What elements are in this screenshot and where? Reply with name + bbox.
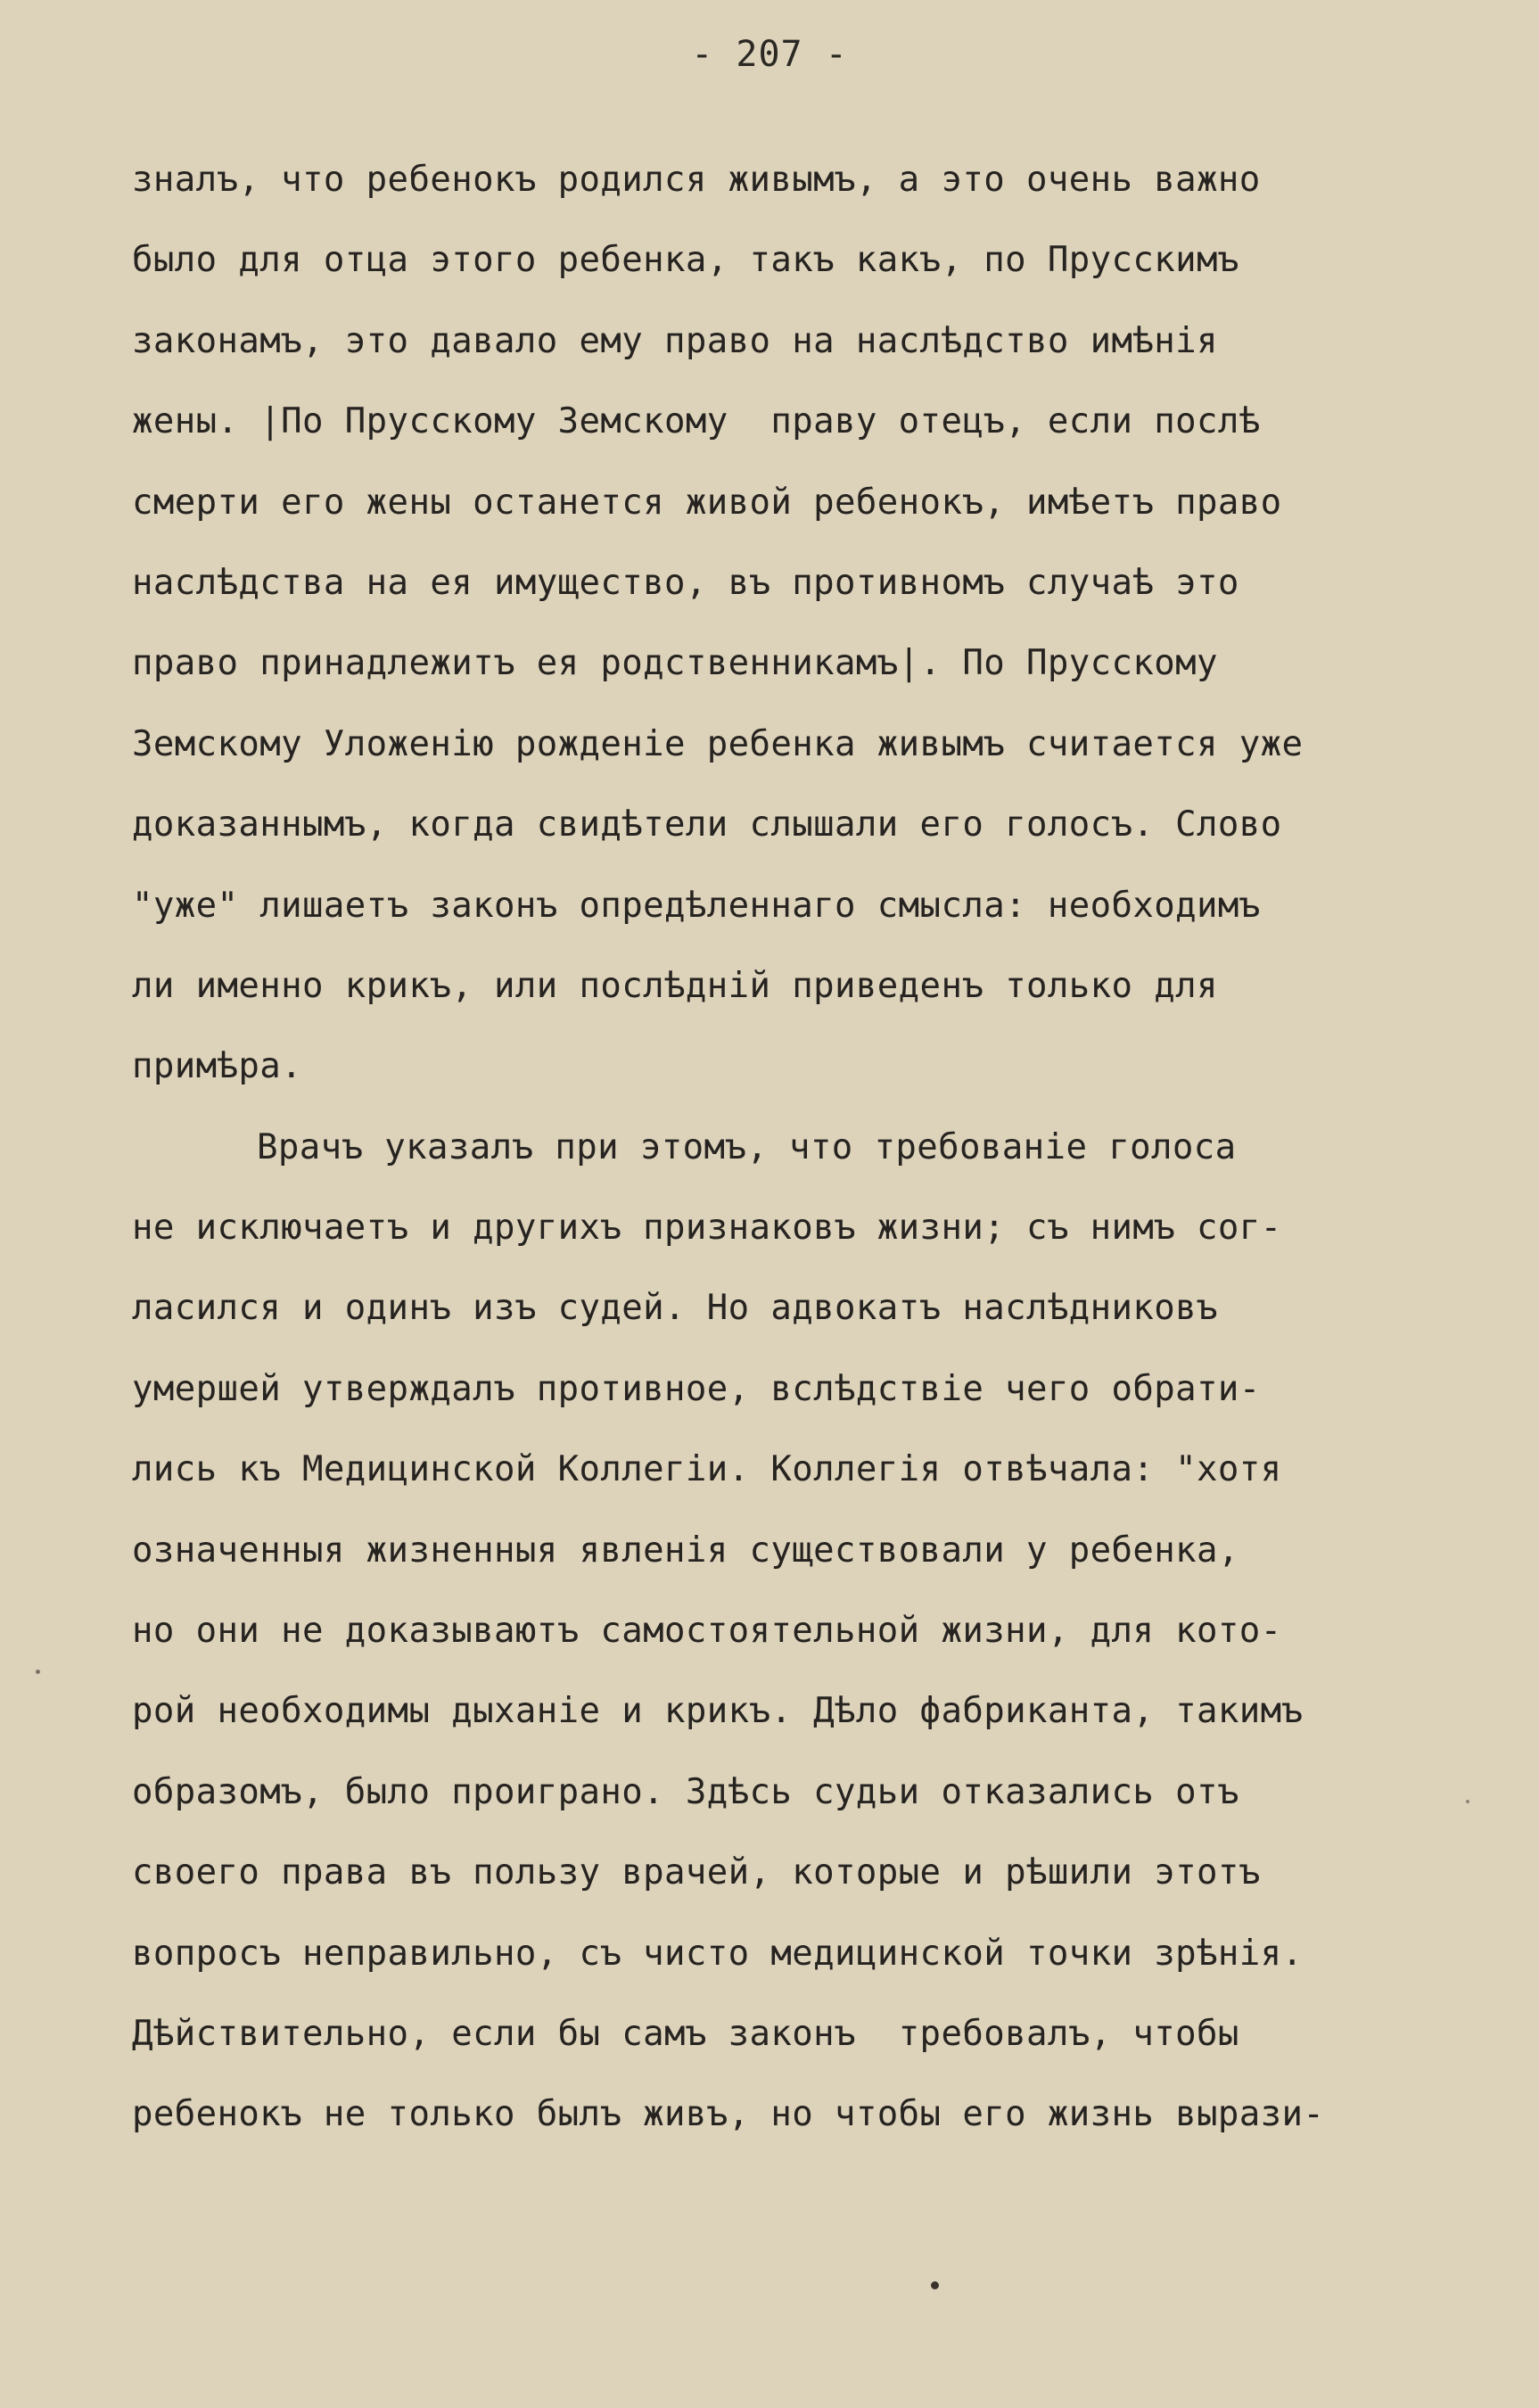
text-line: право принадлежитъ ея родственникамъ|. По Прусскому xyxy=(132,643,1218,684)
text-line: рой необходимы дыханіе и крикъ. Дѣло фабриканта, такимъ xyxy=(132,1691,1304,1732)
text-line: зналъ, что ребенокъ родился живымъ, а это очень важно xyxy=(132,160,1261,200)
text-line: но они не доказываютъ самостоятельной жизни, для кото- xyxy=(132,1611,1282,1652)
text-line: не исключаетъ и другихъ признаковъ жизни; съ нимъ сог- xyxy=(132,1208,1282,1249)
text-line: умершей утверждалъ противное, вслѣдствіе чего обрати- xyxy=(132,1368,1261,1409)
text-line: Врачъ указалъ при этомъ, что требованіе голоса xyxy=(257,1126,1237,1167)
text-line: ласился и одинъ изъ судей. Но адвокатъ наслѣдниковъ xyxy=(132,1288,1218,1329)
text-line: своего права въ пользу врачей, которые и рѣшили этотъ xyxy=(132,1852,1261,1893)
text-line: Земскому Уложенію рожденіе ребенка живымъ считается уже xyxy=(132,723,1304,764)
body-text xyxy=(132,148,1505,2164)
text-line: лись къ Медицинской Коллегіи. Коллегія отвѣчала: "хотя xyxy=(132,1449,1282,1490)
ink-speck xyxy=(36,1670,40,1674)
ink-speck xyxy=(931,2281,939,2289)
text-line: означенныя жизненныя явленія существовали у ребенка, xyxy=(132,1530,1239,1571)
text-line: законамъ, это давало ему право на наслѣдство имѣнія xyxy=(132,320,1218,361)
text-line: доказаннымъ, когда свидѣтели слышали его голосъ. Слово xyxy=(132,804,1282,845)
page-number: - 207 - xyxy=(691,34,848,75)
text-line: примѣра. xyxy=(132,1046,303,1087)
text-line: "уже" лишаетъ законъ опредѣленнаго смысла: необходимъ xyxy=(132,885,1261,926)
ink-speck xyxy=(1466,1800,1469,1803)
text-line: ребенокъ не только былъ живъ, но чтобы его жизнь вырази- xyxy=(132,2094,1325,2135)
text-line: было для отца этого ребенка, такъ какъ, по Прусскимъ xyxy=(132,240,1239,281)
text-line: смерти его жены останется живой ребенокъ, имѣетъ право xyxy=(132,482,1282,523)
text-line: наслѣдства на ея имущество, въ противномъ случаѣ это xyxy=(132,562,1239,603)
text-line: вопросъ неправильно, съ чисто медицинской точки зрѣнія. xyxy=(132,1933,1304,1974)
text-line: жены. |По Прусскому Земскому праву отецъ, если послѣ xyxy=(132,401,1261,442)
text-line: Дѣйствительно, если бы самъ законъ требовалъ, чтобы xyxy=(132,2013,1239,2054)
text-line: образомъ, было проиграно. Здѣсь судьи отказались отъ xyxy=(132,1771,1239,1812)
text-line: ли именно крикъ, или послѣдній приведенъ только для xyxy=(132,965,1218,1006)
